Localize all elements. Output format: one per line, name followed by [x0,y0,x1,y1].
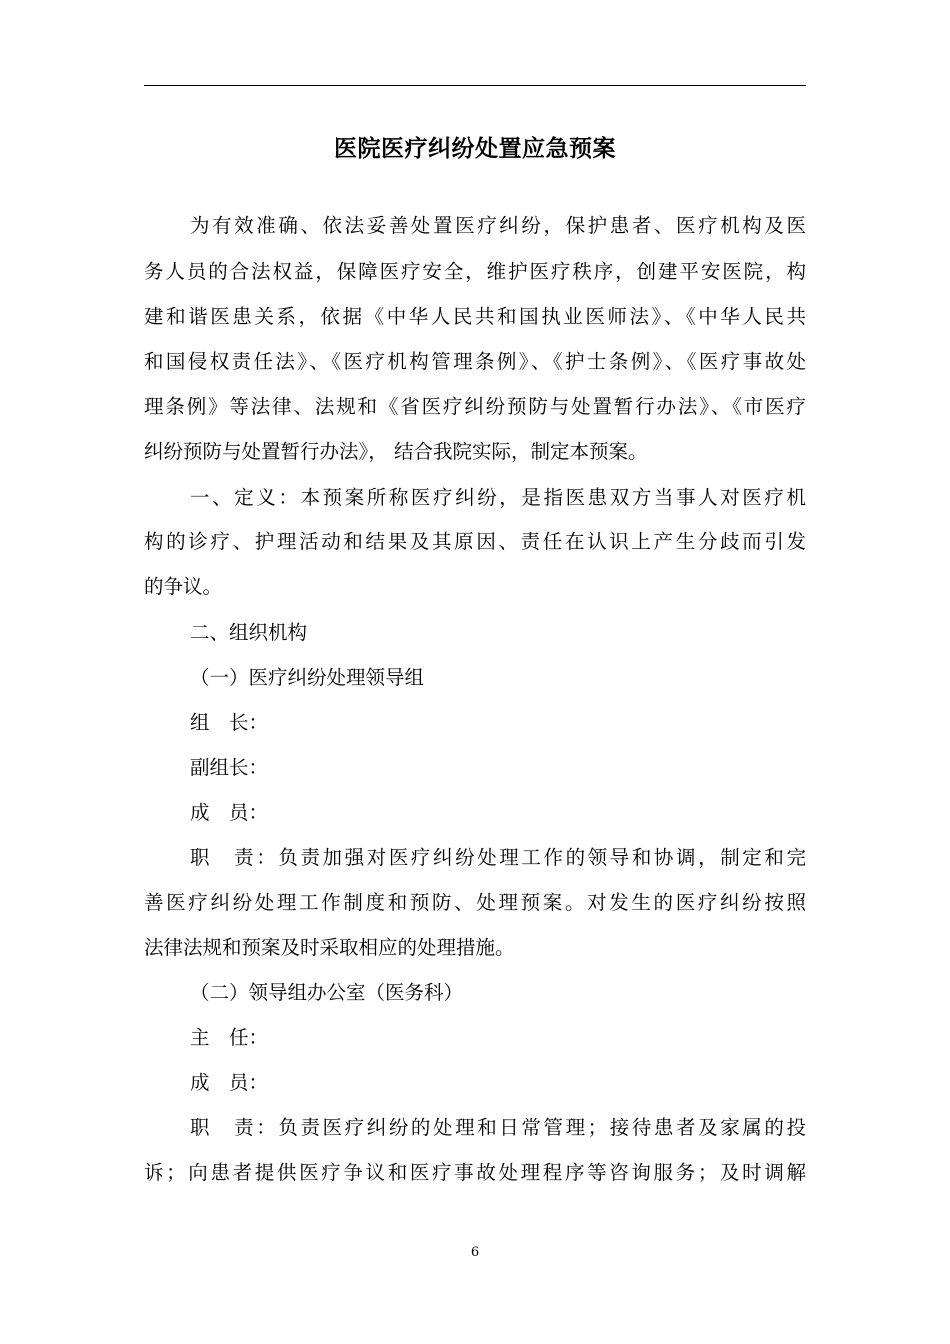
role-line: 成 员： [190,1071,269,1094]
paragraph-line: 理条例》等法律、法规和《省医疗纠纷预防与处置暂行办法》、《市医疗 [144,395,806,418]
role-line: 组 长： [190,711,269,734]
header-rule [144,85,806,86]
page-number: 6 [470,1245,480,1260]
role-line: 成 员： [190,801,269,824]
paragraph-line: 职 责：负责加强对医疗纠纷处理工作的领导和协调，制定和完 [190,846,806,869]
paragraph-line: 诉；向患者提供医疗争议和医疗事故处理程序等咨询服务；及时调解 [144,1161,806,1184]
subsection-heading: （一）医疗纠纷处理领导组 [190,666,425,689]
paragraph-line: 一、定义：本预案所称医疗纠纷，是指医患双方当事人对医疗机 [190,486,806,509]
document-title: 医院医疗纠纷处置应急预案 [334,135,616,162]
paragraph-line: 的争议。 [144,575,223,598]
paragraph-line: 务人员的合法权益，保障医疗安全，维护医疗秩序，创建平安医院，构 [144,260,806,283]
section-heading: 二、组织机构 [190,621,308,644]
paragraph-line: 为有效准确、依法妥善处置医疗纠纷，保护患者、医疗机构及医 [190,214,806,237]
paragraph-line: 和国侵权责任法》、《医疗机构管理条例》、《护士条例》、《医疗事故处 [144,350,806,373]
role-line: 副组长： [190,756,269,779]
paragraph-line: 纠纷预防与处置暂行办法》， 结合我院实际，制定本预案。 [144,440,648,463]
paragraph-line: 法律法规和预案及时采取相应的处理措施。 [144,936,515,959]
paragraph-line: 建和谐医患关系，依据《中华人民共和国执业医师法》、《中华人民共 [144,305,806,328]
paragraph-line: 构的诊疗、护理活动和结果及其原因、责任在认识上产生分歧而引发 [144,530,806,553]
role-line: 主 任： [190,1026,269,1049]
paragraph-line: 职 责：负责医疗纠纷的处理和日常管理；接待患者及家属的投 [190,1116,806,1139]
paragraph-line: 善医疗纠纷处理工作制度和预防、处理预案。对发生的医疗纠纷按照 [144,891,806,914]
subsection-heading: （二）领导组办公室（医务科） [190,981,464,1004]
